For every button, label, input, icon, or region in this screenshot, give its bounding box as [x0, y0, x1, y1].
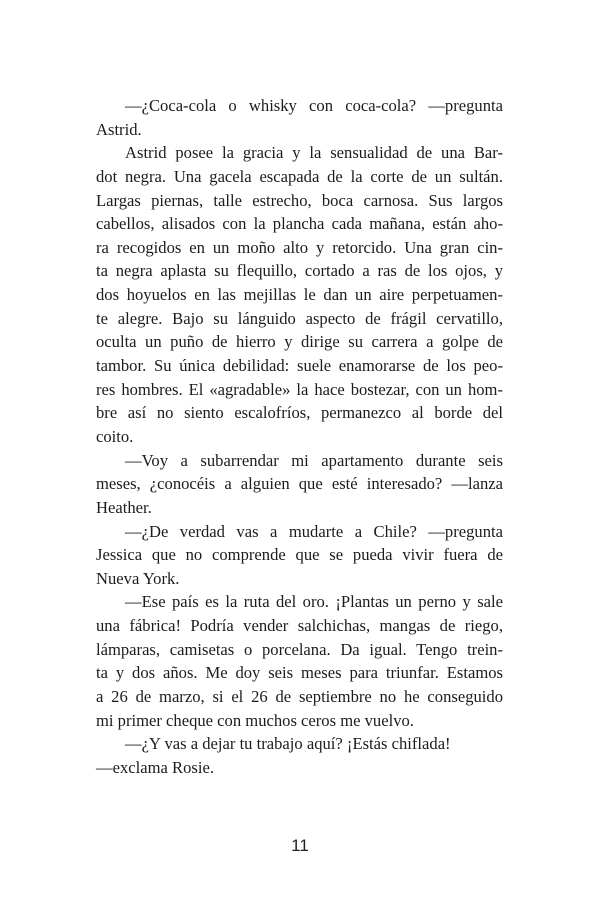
text-line: Jessica que no comprende que se pueda vivir fuera de [96, 545, 503, 565]
text-line: Heather. [96, 497, 152, 517]
text-line: a 26 de marzo, si el 26 de septiembre no he conseguido [96, 687, 503, 707]
text-line: coito. [96, 426, 134, 446]
text-line: ta y dos años. Me doy seis meses para triunfar. Estamos [96, 663, 503, 683]
paragraph-4 [96, 520, 503, 591]
text-line: Astrid posee la gracia y la sensualidad de una Bar- [125, 143, 503, 163]
paragraph-2 [96, 141, 503, 448]
text-line: —¿De verdad vas a mudarte a Chile? —pregunta [125, 521, 503, 541]
paragraph-5 [96, 590, 503, 732]
text-line: —¿Y vas a dejar tu trabajo aquí? ¡Estás chiflada! [125, 734, 451, 754]
text-line: res hombres. El «agradable» la hace bostezar, con un hom- [96, 379, 503, 399]
text-line: te alegre. Bajo su lánguido aspecto de frágil cervatillo, [96, 308, 503, 328]
body-text [96, 94, 503, 780]
text-line: —Voy a subarrendar mi apartamento durante seis [125, 450, 503, 470]
text-line: dot negra. Una gacela escapada de la corte de un sultán. [96, 166, 503, 186]
text-line: ra recogidos en un moño alto y retorcido. Una gran cin- [96, 237, 503, 257]
text-line: ta negra aplasta su flequillo, cortado a ras de los ojos, y [96, 261, 503, 281]
text-line: bre así no siento escalofríos, permanezco al borde del [96, 403, 503, 423]
text-line: lámparas, camisetas o porcelana. Da igual. Tengo trein- [96, 639, 503, 659]
text-line: —Ese país es la ruta del oro. ¡Plantas un perno y sale [125, 592, 503, 612]
text-line: mi primer cheque con muchos ceros me vuelvo. [96, 710, 414, 730]
text-line: meses, ¿conocéis a alguien que esté interesado? —lanza [96, 474, 503, 494]
text-line: Nueva York. [96, 568, 180, 588]
text-line: dos hoyuelos en las mejillas le dan un aire perpetuamen- [96, 285, 503, 305]
text-line: oculta un puño de hierro y dirige su carrera a golpe de [96, 332, 503, 352]
page-number: 11 [291, 836, 309, 855]
paragraph-3 [96, 449, 503, 520]
text-line: una fábrica! Podría vender salchichas, mangas de riego, [96, 616, 503, 636]
text-line: cabellos, alisados con la plancha cada mañana, están aho- [96, 214, 503, 234]
text-line: tambor. Su única debilidad: suele enamorarse de los peo- [96, 356, 503, 376]
text-line: Astrid. [96, 119, 142, 139]
paragraph-1 [96, 94, 503, 141]
text-line: —¿Coca-cola o whisky con coca-cola? —pregunta [125, 96, 503, 115]
text-line: Largas piernas, talle estrecho, boca carnosa. Sus largos [96, 190, 503, 210]
text-line: —exclama Rosie. [96, 757, 214, 777]
paragraph-6 [96, 732, 503, 779]
